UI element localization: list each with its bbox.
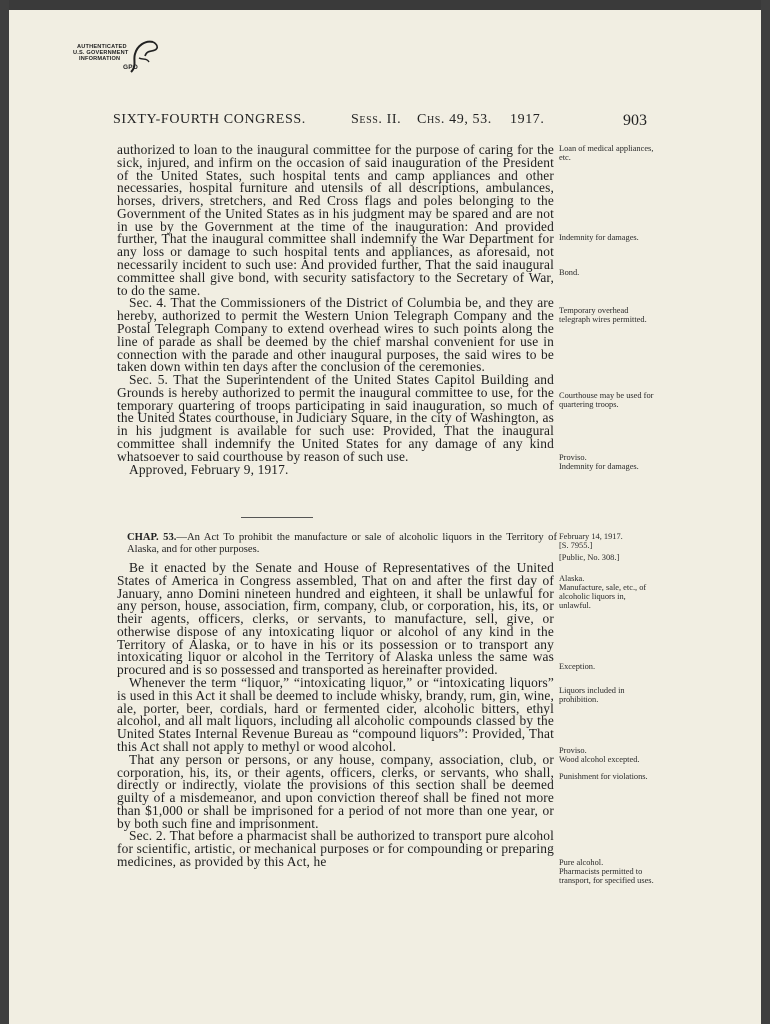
chapter-53-text <box>117 562 554 869</box>
paragraph: Sec. 2. That before a pharmacist shall be authorized to transport pure alcohol for scientific, artistic, or mechanical purposes or for compounding or preparing medicines, as provided by this Act, he <box>117 828 554 869</box>
margin-note: Indemnity for damages. <box>559 233 639 242</box>
gpo-logo-line3: INFORMATION <box>79 56 121 62</box>
margin-note: Pure alcohol. <box>559 858 604 867</box>
eagle-icon <box>123 38 163 78</box>
header-year: 1917. <box>510 112 545 127</box>
margin-note: Temporary overhead telegraph wires permitted. <box>559 306 647 325</box>
paragraph: Whenever the term “liquor,” “intoxicating liquor,” or “intoxicating liquors” is used in this Act it shall be deemed to include whisky, brandy, rum, gin, wine, ale, porter, beer, cordials, hard or fermented cider, alcoholic bitters, ethyl alcohol, and all malt liquors, including all alcoholic compounds classed by the United States Internal Revenue Bureau as “compound liquors”: Provided, That this Act shall not apply to methyl or wood alcohol. <box>117 675 554 754</box>
paragraph: authorized to loan to the inaugural committee for the purpose of caring for the sick, injured, and infirm on the occasion of said inauguration of the President of the United States, such hospital tents and camp appliances and other necessaries, hospital furniture and utensils of all descriptions, ambulances, horses, drivers, stretchers, and Red Cross flags and poles belonging to the Government of the United States as in his judgment may be spared and are not in use by the Government at the time of the inauguration: And provided further, That the inaugural committee shall indemnify the War Department for any loss or damage to such hospital tents and appliances, as aforesaid, not necessarily incident to such use: And provided further, That the said inaugural committee shall give bond, with security satisfactory to the Secretary of War, to do the same. <box>117 142 554 298</box>
header-congress: SIXTY-FOURTH CONGRESS. <box>113 112 306 127</box>
chapter-53-heading <box>127 532 557 555</box>
paragraph: Sec. 4. That the Commissioners of the District of Columbia be, and they are hereby, authorized to permit the Western Union Telegraph Company and the Postal Telegraph Company to extend overhead wires to such points along the line of parade as shall be deemed by the chief marshal convenient for use in connection with the parade and other inaugural purposes, the said wires to be taken down within ten days after the conclusion of the ceremonies. <box>117 295 554 375</box>
margin-note: Liquors included in prohibition. <box>559 686 625 705</box>
chapter-title: —An Act To prohibit the manufacture or sale of alcoholic liquors in the Territory of Alaska, and for other purposes. <box>127 532 557 555</box>
paragraph: That any person or persons, or any house, company, association, club, or corporation, his, its, or their agents, officers, clerks, or servants, who shall, directly or indirectly, violate the provisions of this section shall be deemed guilty of a misdemeanor, and upon conviction thereof shall be fined not more than $1,000 or shall be imprisoned for a period of not more than one year, or by both such fine and imprisonment. <box>117 751 554 831</box>
page-number: 903 <box>623 112 647 129</box>
scan-top-edge <box>9 0 761 10</box>
chapter-number: CHAP. 53. <box>127 532 177 543</box>
margin-public-law: [Public, No. 308.] <box>559 553 620 562</box>
margin-note: Bond. <box>559 268 580 277</box>
document-page <box>9 0 761 1024</box>
paragraph: Sec. 5. That the Superintendent of the United States Capitol Building and Grounds is hereby authorized to permit the inaugural committee to use, for the temporary quartering of troops participating in said inauguration, so much of the United States courthouse, in Judiciary Square, in the city of Washington, as in his judgment is available for such use: Provided, That the inaugural committee shall indemnify the United States for any damage of any kind whatsoever to said courthouse by reason of such use. <box>117 372 554 464</box>
margin-note: Alaska. <box>559 574 585 583</box>
header-session: Sess. II. <box>351 112 402 127</box>
gpo-logo-mark: GPO <box>123 64 139 71</box>
paragraph: Be it enacted by the Senate and House of Representatives of the United States of America in Congress assembled, That on and after the first day of January, anno Domini nineteen hundred and eighteen, it shall be unlawful for any person, house, association, firm, company, club, or corporation, his, its, or their agents, officers, clerks, or servants, to manufacture, sell, give, or otherwise dispose of any intoxicating liquor or alcohol of any kind in the Territory of Alaska, or to have in his or its possession or to transport any intoxicating liquor or alcohol in the Territory of Alaska unless the same was procured and is so possessed and transported as hereinafter provided. <box>117 560 554 678</box>
margin-note: Proviso. <box>559 746 587 755</box>
margin-bill: [S. 7955.] <box>559 541 593 550</box>
margin-date: February 14, 1917. <box>559 532 623 541</box>
margin-note: Loan of medical appliances, etc. <box>559 144 654 163</box>
header-chapters: Chs. 49, 53. <box>417 112 492 127</box>
margin-note: Manufacture, sale, etc., of alcoholic liquors in, unlawful. <box>559 583 647 611</box>
margin-note: Wood alcohol excepted. <box>559 755 640 764</box>
running-header <box>113 112 651 130</box>
gpo-authentication-logo <box>71 38 167 80</box>
margin-note: Courthouse may be used for quartering troops. <box>559 391 654 410</box>
approval-line: Approved, February 9, 1917. <box>129 461 289 477</box>
section-divider <box>241 517 313 518</box>
gpo-logo-line2: U.S. GOVERNMENT <box>73 50 129 56</box>
margin-note: Proviso. <box>559 453 587 462</box>
margin-note: Punishment for violations. <box>559 772 648 781</box>
chapter-49-text <box>117 144 554 476</box>
margin-note: Pharmacists permitted to transport, for specified uses. <box>559 867 654 886</box>
gpo-logo-line1: AUTHENTICATED <box>77 44 127 50</box>
margin-note: Exception. <box>559 662 596 671</box>
margin-note: Indemnity for damages. <box>559 462 639 471</box>
